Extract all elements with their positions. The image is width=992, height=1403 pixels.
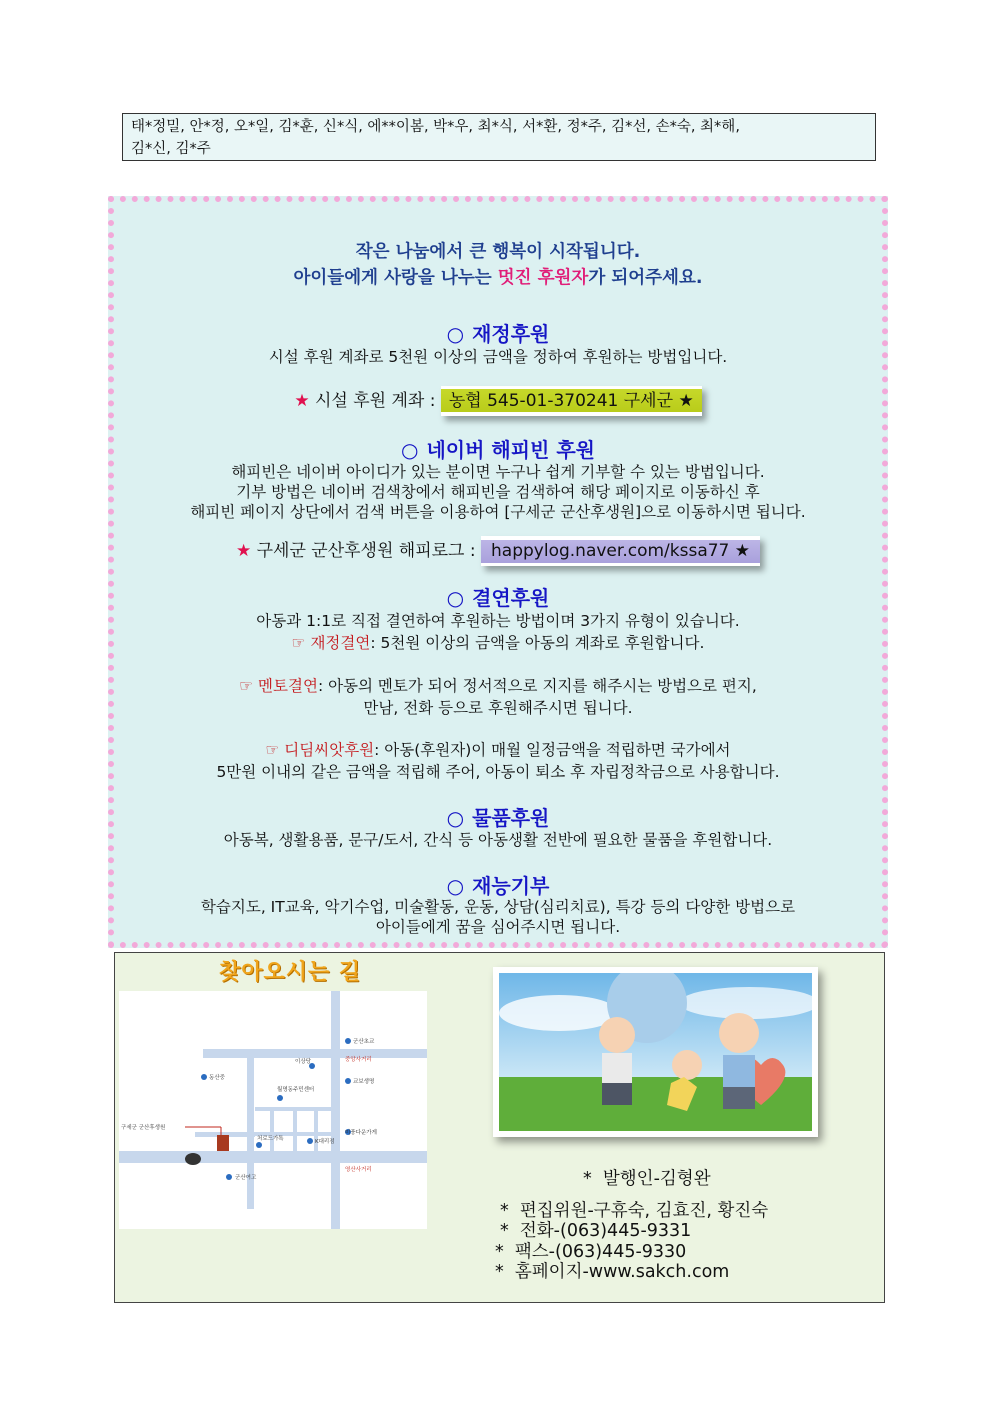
intro-line-1: 작은 나눔에서 큰 행복이 시작됩니다. (355, 242, 641, 262)
hand-icon: ☞ (239, 677, 254, 695)
bond-type-1: ☞ 재정결연: 5천원 이상의 금액을 아동의 계좌로 후원합니다. (291, 634, 705, 652)
homepage-line[interactable]: * 홈페이지-www.sakch.com (495, 1262, 730, 1282)
talent-desc-2: 아이들에게 꿈을 심어주시면 됩니다. (375, 918, 621, 936)
happybean-desc-1: 해피빈은 네이버 아이디가 있는 분이면 누구나 쉽게 기부할 수 있는 방법입니다. (231, 463, 765, 481)
bond-type-3: ☞ 디딤씨앗후원: 아동(후원자)이 매월 일정금액을 적립하면 국가에서 (265, 741, 731, 759)
finance-account-row (114, 386, 882, 416)
directions-title: 찾아오시는 길 (219, 960, 362, 985)
star-icon: ★ (235, 541, 252, 561)
intro-highlight: 멋진 후원자 (497, 268, 589, 288)
fax-line: * 팩스-(063)445-9330 (495, 1242, 687, 1262)
happylog-label: 구세군 군산후생원 해피로그 : (256, 541, 476, 561)
talent-heading: ○ 재능기부 (446, 874, 550, 898)
map-label-yeongsan: 영산사거리 (345, 1167, 372, 1173)
goods-heading: ○ 물품후원 (446, 806, 550, 830)
finance-desc: 시설 후원 계좌로 5천원 이상의 금액을 정하여 후원하는 방법입니다. (268, 348, 728, 366)
editors-line: * 편집위원-구휴숙, 김효진, 황진숙 (500, 1201, 769, 1221)
map-label-gyobo: 교보생명 (353, 1079, 375, 1085)
location-map (119, 991, 427, 1229)
map-label-pharmacy: 미풍다운가게 (345, 1130, 377, 1136)
account-number: 농협 545-01-370241 구세군 ★ (441, 386, 702, 416)
circle-icon: ○ (446, 586, 465, 610)
publisher-line: * 발행인-김형완 (583, 1169, 711, 1189)
happylog-row (114, 536, 882, 566)
map-label-isangdang: 이상당 (295, 1059, 311, 1065)
bond-heading: ○ 결연후원 (446, 586, 550, 610)
directions-section (114, 952, 885, 1303)
map-label-kb: K대리점 (315, 1139, 335, 1145)
phone-line: * 전화-(063)445-9331 (500, 1221, 692, 1241)
happylog-url[interactable]: happylog.naver.com/kssa77 ★ (481, 536, 760, 566)
finance-heading: ○ 재정후원 (446, 322, 550, 346)
bond-type-3-cont: 5만원 이내의 같은 금액을 적립해 주어, 아동이 퇴소 후 자립정착금으로 사용합니다. (216, 763, 780, 781)
circle-icon: ○ (446, 322, 465, 346)
sponsorship-section (108, 196, 888, 948)
bond-desc: 아동과 1:1로 직접 결연하여 후원하는 방법이며 3가지 유형이 있습니다. (256, 612, 740, 630)
happybean-desc-3: 해피빈 페이지 상단에서 검색 버튼을 이용하여 [구세군 군산후생원]으로 이동하시면 됩니다. (190, 503, 806, 521)
bond-type-2-cont: 만남, 전화 등으로 후원해주시면 됩니다. (363, 699, 633, 717)
map-label-facility: 구세군 군산후생원 (121, 1125, 166, 1131)
star-icon: ★ (678, 391, 694, 411)
children-illustration (493, 967, 818, 1137)
donor-names-line-1: 태*정밀, 안*정, 오*일, 김*훈, 신*식, 에**이봄, 박*우, 최*식, 서*환, 정*주, 김*선, 손*숙, 최*해, (131, 119, 740, 135)
circle-icon: ○ (446, 874, 465, 898)
happybean-desc-2: 기부 방법은 네이버 검색창에서 해피빈을 검색하여 해당 페이지로 이동하신 후 (236, 483, 760, 501)
hand-icon: ☞ (291, 634, 306, 652)
circle-icon: ○ (446, 806, 465, 830)
donor-names-box (122, 113, 876, 161)
bond-type-2: ☞ 멘토결연: 아동의 멘토가 되어 정서적으로 지지를 해주시는 방법으로 편지, (239, 677, 757, 695)
circle-icon: ○ (401, 438, 419, 462)
donor-names-line-2: 김*신, 김*주 (131, 141, 211, 157)
map-label-school1: 군산초교 (353, 1039, 375, 1045)
map-label-school2: 군산여고 (235, 1175, 257, 1181)
hand-icon: ☞ (265, 741, 280, 759)
map-label-cheorong: 처로드가톡 (257, 1136, 284, 1142)
map-label-jungang: 중앙사거리 (345, 1057, 372, 1063)
happybean-heading: ○ 네이버 해피빈 후원 (401, 438, 595, 462)
map-label-center: 월명동주민센터 (277, 1087, 315, 1093)
goods-desc: 아동복, 생활용품, 문구/도서, 간식 등 아동생활 전반에 필요한 물품을 후원합니다. (223, 831, 773, 849)
intro-line-2: 아이들에게 사랑을 나누는 멋진 후원자가 되어주세요. (293, 268, 703, 288)
account-label: 시설 후원 계좌 : (314, 391, 436, 411)
star-icon: ★ (734, 541, 751, 561)
map-label-dongsan: 동산중 (209, 1075, 225, 1081)
star-icon: ★ (294, 391, 310, 411)
talent-desc-1: 학습지도, IT교육, 악기수업, 미술활동, 운동, 상담(심리치료), 특강 등의 다양한 방법으로 (200, 898, 796, 916)
